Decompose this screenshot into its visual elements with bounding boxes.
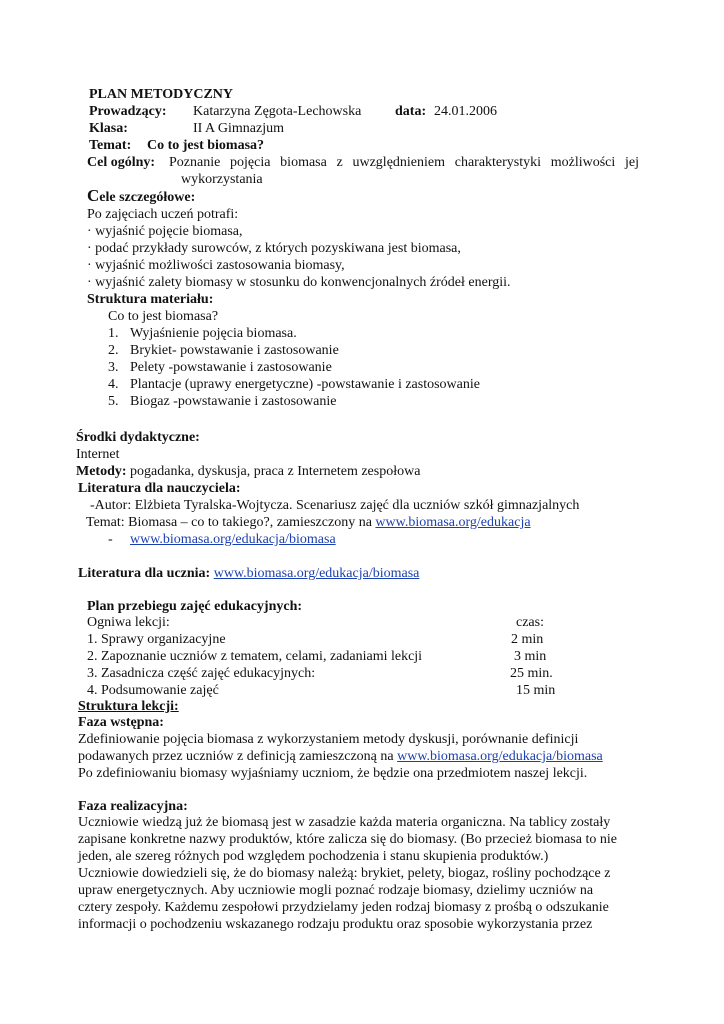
temat-label: Temat:	[89, 138, 132, 153]
list-item-number: 3.	[108, 360, 119, 375]
metody-line	[76, 463, 420, 480]
wstepna-line-2	[78, 748, 603, 765]
plan-row-time: 25 min.	[510, 666, 553, 681]
literatura-nauczyciela-text: Temat: Biomasa – co to takiego?, zamieszczony na	[86, 515, 376, 530]
realizacyjna-line: zapisane konkretne nazwy produktów, które zalicza się do biomasy. (Bo przecież biomasa to nie	[78, 832, 617, 847]
realizacyjna-line: Uczniowie dowiedzieli się, że do biomasy należą: brykiet, pelety, biogaz, rośliny pochodzące z	[78, 866, 611, 881]
list-item-number: 1.	[108, 326, 119, 341]
cele-heading	[87, 187, 195, 206]
literatura-nauczyciela-heading: Literatura dla nauczyciela:	[78, 481, 241, 496]
cele-item: · podać przykłady surowców, z których pozyskiwana jest biomasa,	[87, 241, 461, 256]
list-item-number: 5.	[108, 394, 119, 409]
klasa-label: Klasa:	[89, 121, 128, 136]
biomasa-link[interactable]: www.biomasa.org/edukacja/biomasa	[130, 532, 336, 547]
cele-heading-rest: ele szczegółowe:	[99, 190, 196, 205]
metody-label: Metody:	[76, 464, 127, 479]
literatura-ucznia-link[interactable]: www.biomasa.org/edukacja/biomasa	[213, 566, 420, 581]
date-label: data:	[395, 104, 427, 119]
biomasa-edukacja-link[interactable]: www.biomasa.org/edukacja	[375, 515, 531, 530]
plan-row-time: 15 min	[516, 683, 556, 698]
realizacyjna-line: informacji o pochodzeniu wskazanego rodzaju produktu oraz sposobie wykorzystania przez	[78, 917, 593, 932]
cel-line-1: Poznanie pojęcia biomasa z uwzględnieniem charakterystyki możliwości jej	[169, 155, 639, 170]
list-item: Pelety -powstawanie i zastosowanie	[130, 360, 332, 375]
list-item: Plantacje (uprawy energetyczne) -powstawanie i zastosowanie	[130, 377, 480, 392]
plan-row-time: 2 min	[511, 632, 544, 647]
cele-item: · wyjaśnić możliwości zastosowania biomasy,	[87, 258, 345, 273]
date-value: 24.01.2006	[434, 104, 497, 119]
realizacyjna-line: upraw energetycznych. Aby uczniowie mogli poznać rodzaje biomasy, dzielimy uczniów na	[78, 883, 594, 898]
list-item: Brykiet- powstawanie i zastosowanie	[130, 343, 339, 358]
list-item-number: 4.	[108, 377, 119, 392]
literatura-nauczyciela-line-2	[86, 514, 531, 531]
page-title: PLAN METODYCZNY	[89, 87, 234, 102]
list-item-number: 2.	[108, 343, 119, 358]
cel-line-2: wykorzystania	[181, 172, 263, 187]
realizacyjna-line: Uczniowie wiedzą już że biomasą jest w zasadzie każda materia organiczna. Na tablicy zostały	[78, 815, 611, 830]
realizacyjna-line: jeden, ale szereg różnych pod względem pochodzenia i stanu skupienia produktów.)	[78, 849, 549, 864]
plan-heading: Plan przebiegu zajęć edukacyjnych:	[87, 599, 303, 614]
struktura-lekcji-heading: Struktura lekcji:	[78, 699, 179, 714]
prowadzacy-value: Katarzyna Zęgota-Lechowska	[193, 104, 362, 119]
plan-col-time: czas:	[516, 615, 544, 630]
metody-value: pogadanka, dyskusja, praca z Internetem zespołowa	[130, 464, 421, 479]
klasa-value: II A Gimnazjum	[193, 121, 284, 136]
plan-row-label: 2. Zapoznanie uczniów z tematem, celami, zadaniami lekcji	[87, 649, 423, 664]
plan-row-label: 1. Sprawy organizacyjne	[87, 632, 226, 647]
struktura-intro: Co to jest biomasa?	[108, 309, 219, 324]
dash-bullet: -	[108, 532, 113, 547]
list-item: Wyjaśnienie pojęcia biomasa.	[130, 326, 297, 341]
plan-row-label: 3. Zasadnicza część zajęć edukacyjnych:	[87, 666, 316, 681]
wstepna-line-3: Po zdefiniowaniu biomasy wyjaśniamy uczniom, że będzie ona przedmiotem naszej lekcji.	[78, 766, 588, 781]
wstepna-line-1: Zdefiniowanie pojęcia biomasa z wykorzystaniem metody dyskusji, porównanie definicji	[78, 732, 579, 747]
prowadzacy-label: Prowadzący:	[89, 104, 167, 119]
srodki-value: Internet	[76, 447, 120, 462]
wstepna-biomasa-link[interactable]: www.biomasa.org/edukacja/biomasa	[397, 749, 603, 764]
faza-realizacyjna-heading: Faza realizacyjna:	[78, 799, 188, 814]
cele-item: · wyjaśnić pojęcie biomasa,	[87, 224, 243, 239]
cele-heading-cap: C	[87, 186, 100, 205]
cele-item: · wyjaśnić zalety biomasy w stosunku do konwencjonalnych źródeł energii.	[87, 275, 511, 290]
literatura-ucznia-label: Literatura dla ucznia:	[78, 566, 211, 581]
srodki-heading: Środki dydaktyczne:	[76, 430, 200, 445]
list-item: Biogaz -powstawanie i zastosowanie	[130, 394, 337, 409]
plan-row-label: 4. Podsumowanie zajęć	[87, 683, 219, 698]
literatura-nauczyciela-line-1: -Autor: Elżbieta Tyralska-Wojtycza. Scenariusz zajęć dla uczniów szkół gimnazjalnych	[90, 498, 580, 513]
plan-row-time: 3 min	[514, 649, 547, 664]
literatura-ucznia-line	[78, 565, 419, 582]
temat-value: Co to jest biomasa?	[147, 138, 265, 153]
realizacyjna-line: cztery zespoły. Każdemu zespołowi przydzielamy jeden rodzaj biomasy z prośbą o odszukanie	[78, 900, 609, 915]
plan-col-label: Ogniwa lekcji:	[87, 615, 170, 630]
cele-intro: Po zajęciach uczeń potrafi:	[87, 207, 239, 222]
cel-label: Cel ogólny:	[87, 155, 156, 170]
struktura-materialu-heading: Struktura materiału:	[87, 292, 214, 307]
faza-wstepna-heading: Faza wstępna:	[78, 715, 164, 730]
wstepna-line-2-text: podawanych przez uczniów z definicją zamieszczoną na	[78, 749, 398, 764]
